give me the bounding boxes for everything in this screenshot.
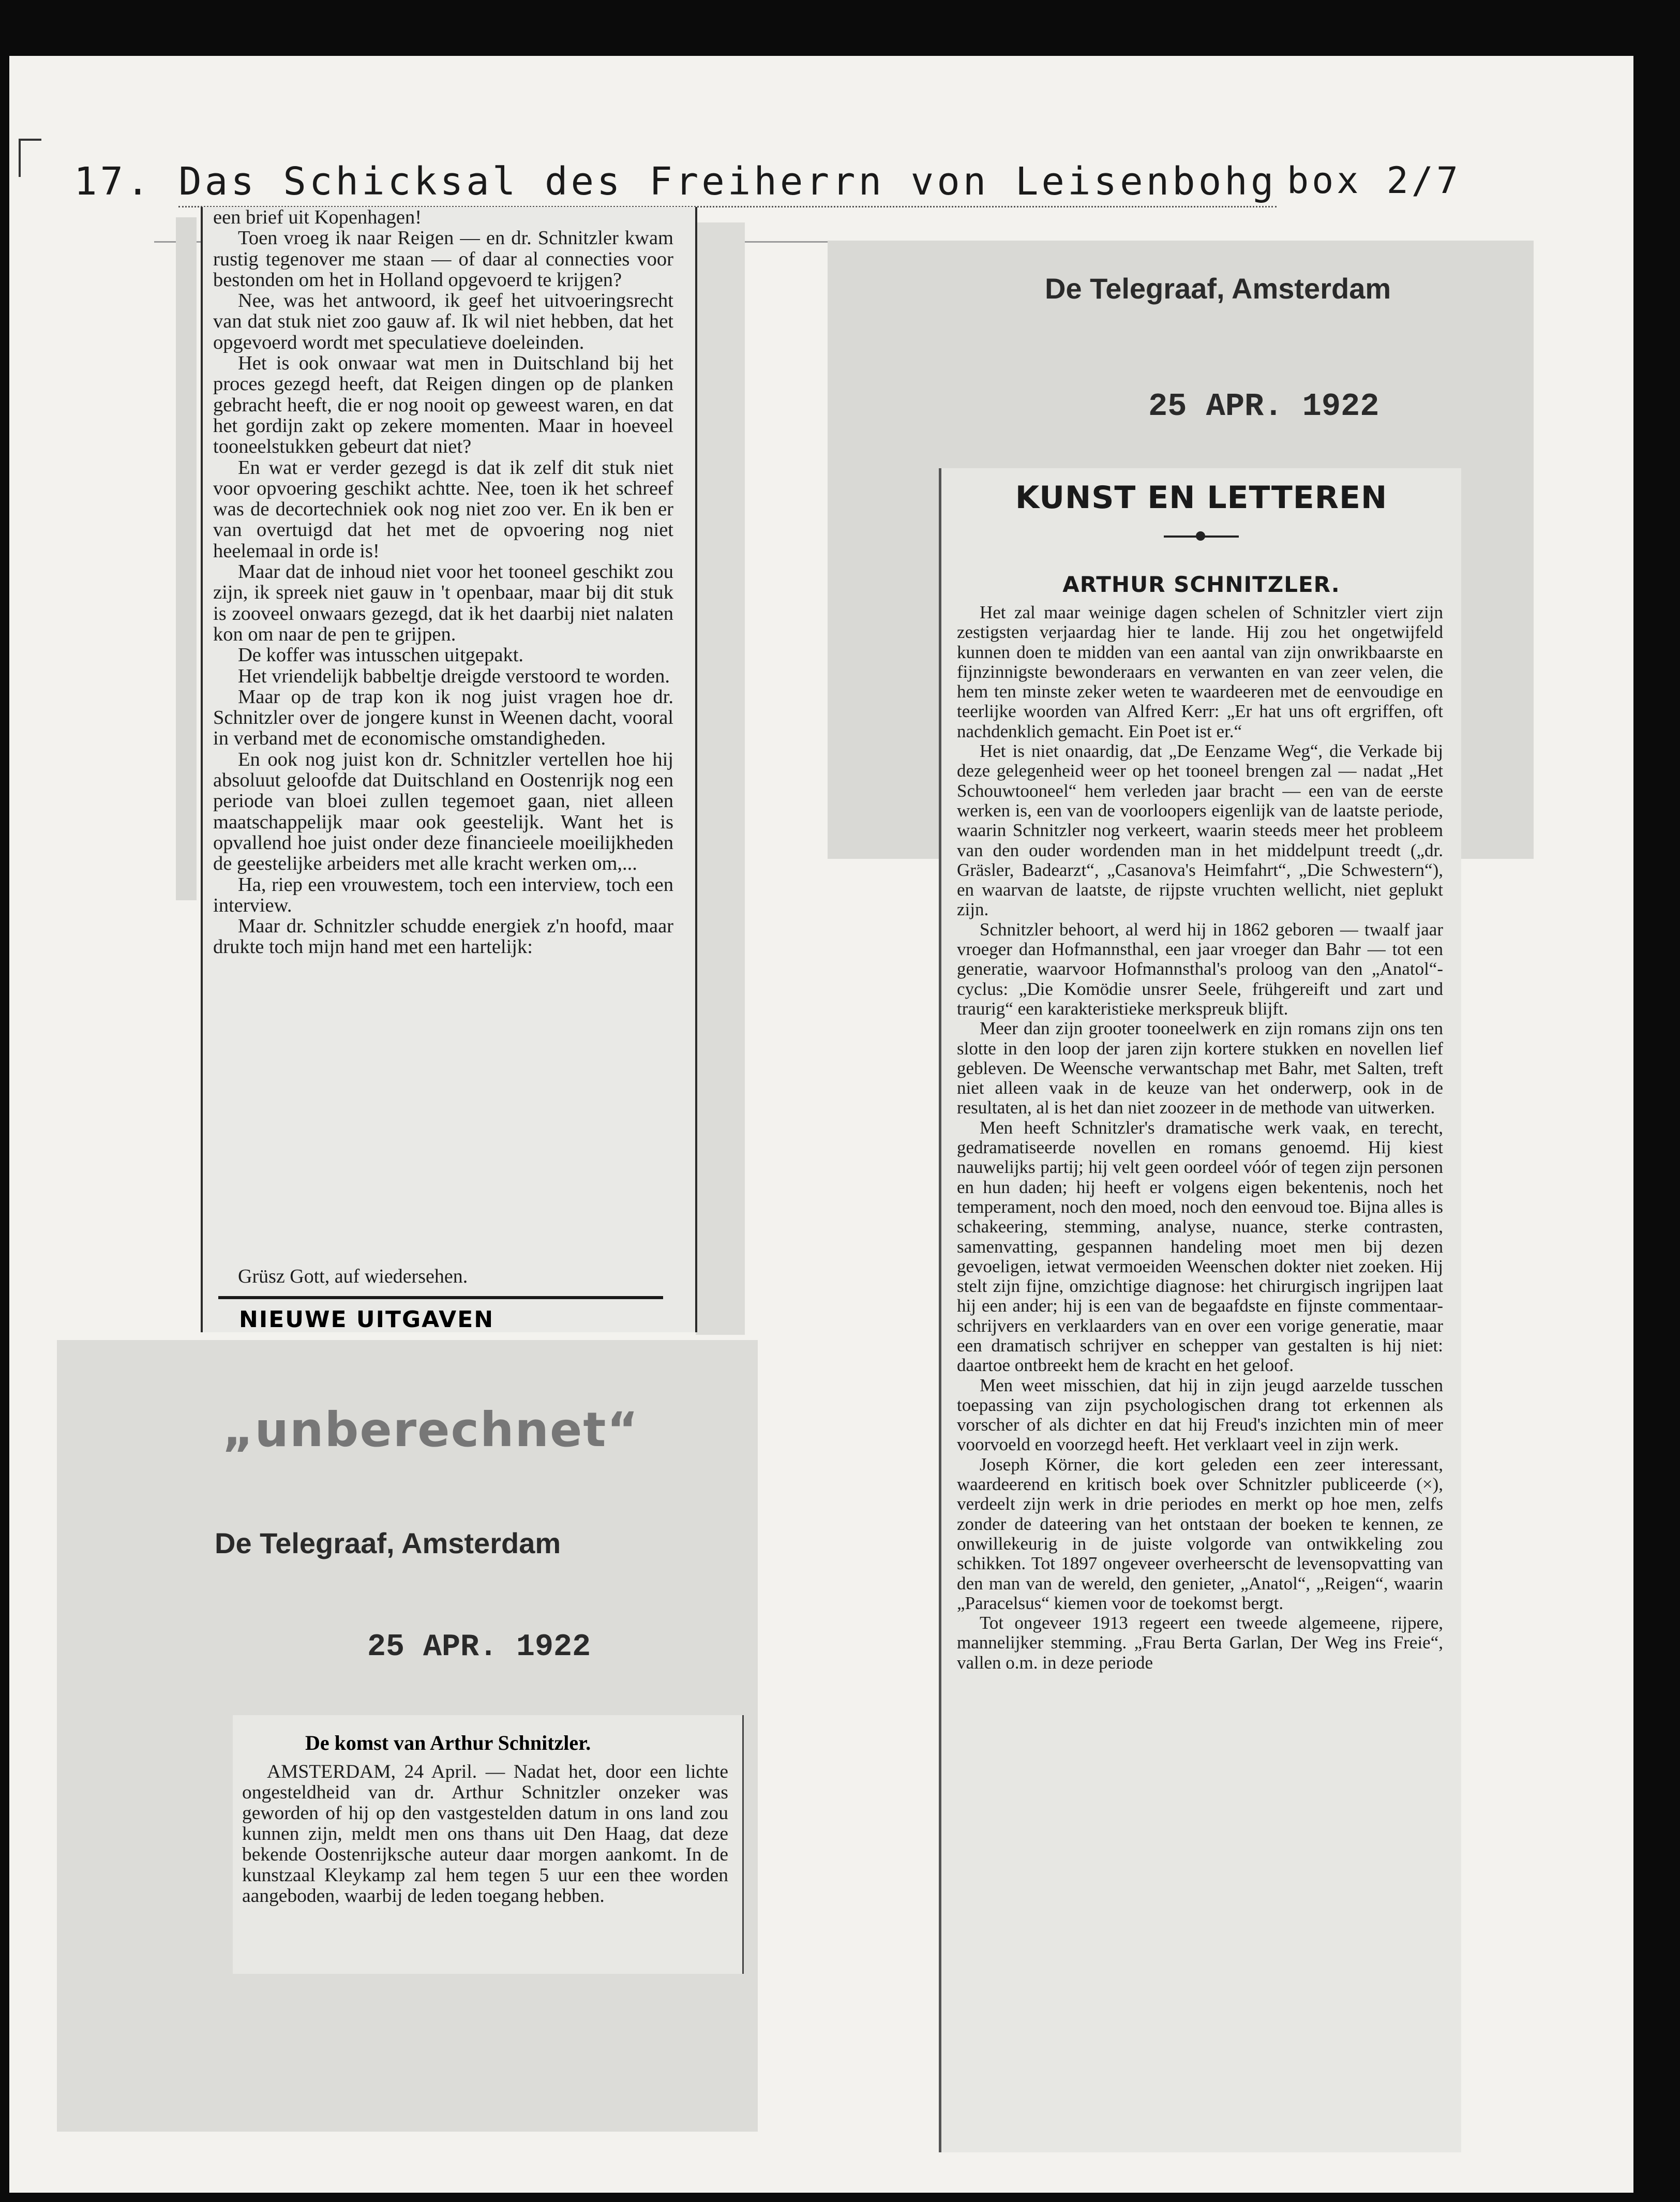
clipping-kunst-en-letteren [939,468,1461,2152]
paragraph: De koffer was intusschen uitgepakt. [238,644,524,666]
paragraph: Nee, was het antwoord, ik geef het uitvoeringsrecht van dat stuk niet zoo gauw af. Ik wil niet hebben, dat het opgevoerd wordt met speculatieve doeleinden. [213,290,673,353]
section-heading: NIEUWE UITGAVEN [239,1306,494,1332]
item-number: 17. [74,159,153,204]
paragraph: Maar dr. Schnitzler schudde energiek z'n hoofd, maar drukte toch mijn hand met een hartelijk: [213,915,673,958]
paragraph: Tot ongeveer 1913 regeert een tweede algemeene, rijpere, mannelijker stemming. „Frau Berta Garlan, Der Weg ins Freie“, vallen o.m. in deze periode [957,1613,1443,1673]
newspaper-masthead-stamp: De Telegraaf, Amsterdam [1045,272,1391,305]
paragraph: Maar dat de inhoud niet voor het tooneel geschikt zou zijn, ik spreek niet gauw in 't openbaar, maar bij dit stuk is zooveel onwaars gezegd, dat ik het daarbij niet nalaten kon om naar de pen te grijpen. [213,561,673,645]
paragraph: Het vriendelijk babbeltje dreigde verstoord te worden. [238,665,670,687]
box-reference: box 2/7 [1287,159,1462,202]
paragraph: Het zal maar weinige dagen schelen of Schnitzler viert zijn zestigsten verjaardag hier te lande. Hij zou het ongetwijfeld kunnen doen te midden van een aantal van zijn onwrikbaarste en fijnzinnigste bewonderaars en verwanten en van zeer velen, die hem ten minste zeker weten te waardeeren met de eenvoudige en teerlijke woorden van Alfred Kerr: „Er hat uns oft ergriffen, oft nachdenklich gemacht. Ein Poet ist er.“ [957,602,1443,741]
farewell-line: Grüsz Gott, auf wiedersehen. [238,1266,468,1287]
clipping-fragment-left [176,217,197,900]
paragraph: Men heeft Schnitzler's dramatische werk vaak, en terecht, gedramatiseerde novellen en romans genoemd. Hij kiest nauwelijks partij; hij velt geen oordeel vóór of tegen zijn personen en hun daden; hij heeft er volgens eigen bekentenis, noch het temperament, noch den moed, noch den eenvoud toe. Bijna alles is schakeering, stemming, analyse, nuance, sterke contrasten, samenvatting, gespannen handeling moet men bij dezen gevoeligen, ietwat vermoeiden Weenschen dokter niet zoeken. Hij stelt zijn fijne, omzichtige diagnose: het chirurgisch ingrijpen laat hij een ander; hij is een van de begaafdste en fijnste commentaar-schrijvers en verklaarders van en over een vorige generatie, maar een dramatisch schrijver en schepper van gestalten is hij niet: daartoe ontbreekt hem de kracht en het geloof. [957,1117,1443,1376]
folder-header [74,159,1277,204]
paragraph: Maar op de trap kon ik nog juist vragen hoe dr. Schnitzler over de jongere kunst in Weenen dacht, vooral in verband met de economische omstandigheden. [213,686,673,750]
interview-text [213,207,673,958]
paragraph: En wat er verder gezegd is dat ik zelf dit stuk niet voor opvoering geschikt achtte. Nee, toen ik het schreef was de decortechniek ook nog niet zoo ver. En ik ben er van overtuigd dat het met de opvoering nog niet heelemaal in orde is! [213,456,673,562]
handwritten-note: „unberechnet“ [222,1402,639,1457]
arrival-article [233,1715,744,1974]
paragraph: Het is ook onwaar wat men in Duitschland bij het proces gezegd heeft, dat Reigen dingen op de planken gebracht heeft, die er nog nooit op geweest waren, en dat het gordijn zakt op zekere momenten. Maar in hoeveel tooneelstukken gebeurt dat niet? [213,352,673,458]
clipping-arrival [57,1340,758,2132]
section-title: KUNST EN LETTEREN [1015,480,1388,516]
paragraph: Ha, riep een vrouwestem, toch een interview, toch een interview. [213,873,673,916]
ornament-divider [1164,535,1239,538]
column-rule [218,1296,663,1299]
article-body [957,603,1443,1673]
corner-mark [19,139,41,177]
clipping-fragment-right [696,222,745,1335]
paragraph: Meer dan zijn grooter tooneelwerk en zijn romans zijn ons ten slotte in den loop der jaren zijn kortere stukken en novellen lief gebleven. De Weensche verwantschap met Bahr, met Salten, treft niet alleen vaak in de keuze van het onderwerp, ook in de resultaten, al is het dan niet zoozeer in de methode van uitwerken. [957,1018,1443,1118]
paragraph: een brief uit Kopenhagen! [213,207,422,228]
newspaper-masthead-stamp: De Telegraaf, Amsterdam [215,1527,561,1559]
paragraph: Schnitzler behoort, al werd hij in 1862 geboren — twaalf jaar vroeger dan Hofmannsthal, een jaar vroeger dan Bahr — tot een generatie, waarvoor Hofmannsthal's proloog van den „Anatol“-cyclus: „Die Komödie unsrer Seele, frühgereift und zart und traurig“ een karakteristieke merkspreuk blijft. [957,919,1443,1019]
paragraph: En ook nog juist kon dr. Schnitzler vertellen hoe hij absoluut geloofde dat Duitschland en Oostenrijk nog een periode van bloei zullen tegemoet gaan, niet alleen maatschappelijk maar ook geestelijk. Want het is opvallend hoe juist onder deze financieele moeilijkheden de geestelijke arbeiders met alle kracht werken om,... [213,748,673,875]
article-headline: De komst van Arthur Schnitzler. [305,1731,591,1754]
clipping-interview [201,207,697,1332]
paragraph: Men weet misschien, dat hij in zijn jeugd aarzelde tusschen toepassing van zijn psychologischen drang tot erkennen als vorscher of als dichter en dat hij Freud's inzichten min of meer voorvoeld en voorzegd heeft. Het verklaart veel in zijn werk. [957,1375,1443,1455]
item-title: Das Schicksal des Freiherrn von Leisenbohg [178,159,1277,207]
article-body: AMSTERDAM, 24 April. — Nadat het, door een lichte ongesteldheid van dr. Arthur Schnitzler onzeker was geworden of hij op den vastgestelden datum in ons land zou kunnen zijn, meldt men ons thans uit Den Haag, dat deze bekende Oostenrijksche auteur daar morgen aankomt. In de kunstzaal Kleykamp zal hem tegen 5 uur een thee worden aangeboden, waarbij de leden toegang hebben. [242,1761,728,1907]
paragraph: Joseph Körner, die kort geleden een zeer interessant, waardeerend en kritisch boek over Schnitzler publiceerde (×), verdeelt zijn werk in drie periodes en merkt op hoe men, zelfs zonder de dateering van het ontstaan der boeken te kennen, ze onwillekeurig in de juiste volgorde van ontwikkeling zou schikken. Tot 1897 ongeveer overheerscht de levensopvatting van den man van de wereld, den genieter, „Anatol“, „Reigen“, waarin „Paracelsus“ kiemen voor de toekomst bergt. [957,1454,1443,1613]
paragraph: Toen vroeg ik naar Reigen — en dr. Schnitzler kwam rustig tegenover me staan — of daar al connecties voor bestonden om het in Holland opgevoerd te krijgen? [213,227,673,291]
date-stamp: 25 APR. 1922 [367,1630,591,1665]
date-stamp: 25 APR. 1922 [1148,388,1379,425]
paragraph: Het is niet onaardig, dat „De Eenzame Weg“, die Verkade bij deze gelegenheid weer op het tooneel brengen zal — nadat „Het Schouwtooneel“ hem verleden jaar bracht — een van de eerste werken is, een van de voorloopers eigenlijk van de laatste periode, waarin Schnitzler nog verkeert, waarin steeds meer het probleem van den ouder wordenden man in het middelpunt treedt („dr. Gräsler, Badearzt“, „Casanova's Heimfahrt“, „Die Schwestern“), en waarvan de laatste, de rijpste vruchten wellicht, niet geplukt zijn. [957,741,1443,920]
article-headline: ARTHUR SCHNITZLER. [1062,572,1340,597]
